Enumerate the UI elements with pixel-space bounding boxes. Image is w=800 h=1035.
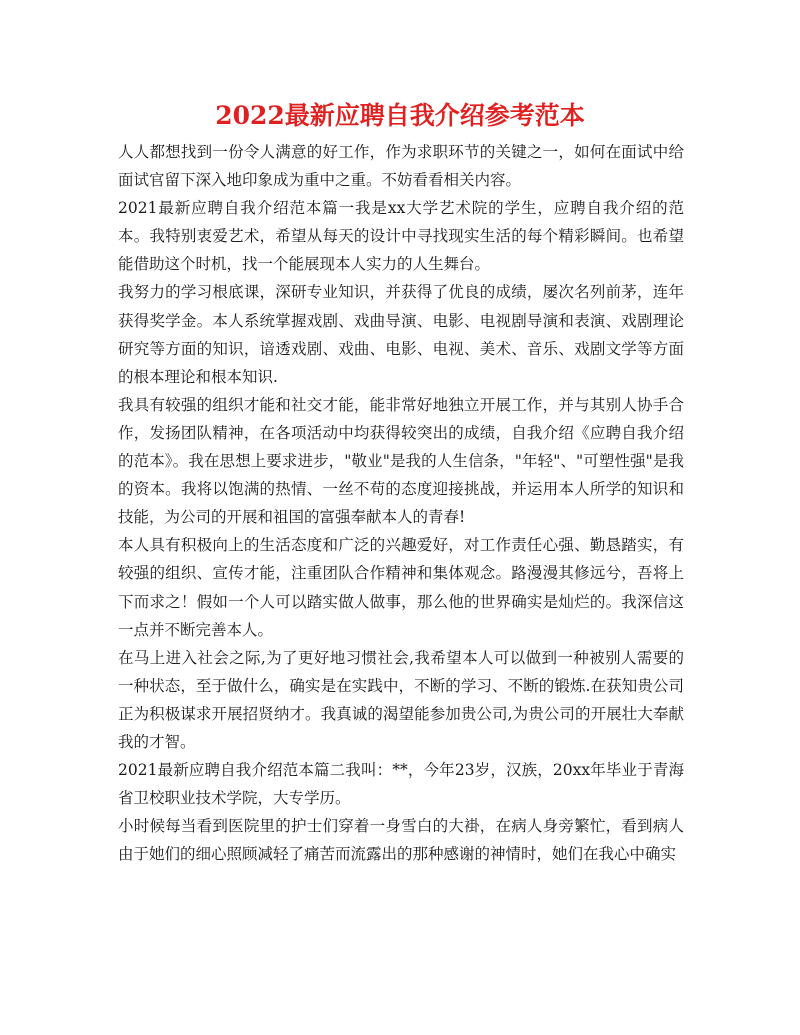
document-body xyxy=(118,138,684,868)
document-title: 2022最新应聘自我介绍参考范本 xyxy=(215,101,585,130)
paragraph-sample-two: 2021最新应聘自我介绍范本篇二我叫：**，今年23岁，汉族，20xx年毕业于青海省卫校职业技术学院，大专学历。 xyxy=(118,761,684,808)
paragraph-sample-one: 2021最新应聘自我介绍范本篇一我是xx大学艺术院的学生，应聘自我介绍的范本。我特别衷爱艺术，希望从每天的设计中寻找现实生活的每个精彩瞬间。也希望能借助这个时机，找一个能展现本人实力的人生舞台。 xyxy=(118,199,684,274)
paragraph-skills: 我具有较强的组织才能和社交才能，能非常好地独立开展工作，并与其别人协手合作，发扬团队精神，在各项活动中均获得较突出的成绩，自我介绍《应聘自我介绍的范本》。我在思想上要求进步，"敬业"是我的人生信条，"年轻"、"可塑性强"是我的资本。我将以饱满的热情、一丝不苟的态度迎接挑战，并运用本人所学的知识和技能，为公司的开展和祖国的富强奉献本人的青春! xyxy=(118,395,684,527)
paragraph-childhood: 小时候每当看到医院里的护士们穿着一身雪白的大褂，在病人身旁繁忙，看到病人由于她们的细心照顾减轻了痛苦而流露出的那种感谢的神情时，她们在我心中确实 xyxy=(118,817,684,864)
paragraph-attitude: 本人具有积极向上的生活态度和广泛的兴趣爱好，对工作责任心强、勤恳踏实，有较强的组织、宣传才能，注重团队合作精神和集体观念。路漫漫其修远兮，吾将上下而求之！假如一个人可以踏实做人做事，那么他的世界确实是灿烂的。我深信这一点并不断完善本人。 xyxy=(118,536,684,639)
paragraph-study: 我努力的学习根底课，深研专业知识，并获得了优良的成绩，屡次名列前茅，连年获得奖学金。本人系统掌握戏剧、戏曲导演、电影、电视剧导演和表演、戏剧理论研究等方面的知识，谙透戏剧、戏曲、电影、电视、美术、音乐、戏剧文学等方面的根本理论和根本知识. xyxy=(118,283,684,386)
paragraph-society: 在马上进入社会之际,为了更好地习惯社会,我希望本人可以做到一种被别人需要的一种状态，至于做什么，确实是在实践中，不断的学习、不断的锻炼.在获知贵公司正为积极谋求开展招贤纳才。我真诚的渴望能参加贵公司,为贵公司的开展壮大奉献我的才智。 xyxy=(118,648,684,751)
paragraph-intro: 人人都想找到一份令人满意的好工作，作为求职环节的关键之一，如何在面试中给面试官留下深入地印象成为重中之重。不妨看看相关内容。 xyxy=(118,143,684,190)
